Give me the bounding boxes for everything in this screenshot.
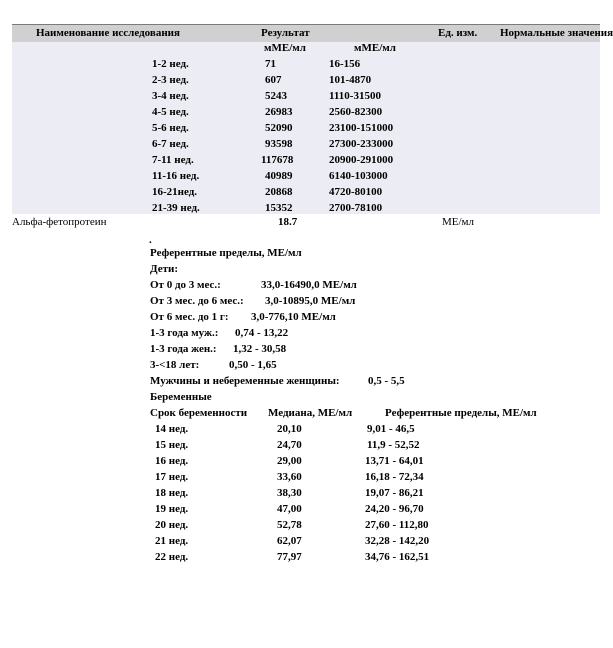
hcg-range: 27300-233000 — [329, 138, 394, 150]
child-range: 0,74 - 13,22 — [235, 327, 289, 339]
hcg-week: 6-7 нед. — [152, 138, 189, 150]
afp-row — [12, 216, 600, 232]
week-median: 47,00 — [277, 503, 302, 515]
hcg-results-block — [12, 42, 600, 214]
hcg-range: 20900-291000 — [329, 154, 394, 166]
child-age: От 0 до 3 мес.: — [150, 279, 221, 291]
child-range: 3,0-10895,0 МЕ/мл — [265, 295, 356, 307]
hcg-range: 4720-80100 — [329, 186, 383, 198]
hcg-value: 40989 — [265, 170, 293, 182]
hcg-unit-norm: мМЕ/мл — [354, 42, 396, 54]
week-range: 19,07 - 86,21 — [365, 487, 424, 499]
table-header — [12, 24, 613, 43]
hcg-range: 2560-82300 — [329, 106, 383, 118]
hcg-value: 71 — [265, 58, 276, 70]
hcg-range: 23100-151000 — [329, 122, 394, 134]
week-range: 27,60 - 112,80 — [365, 519, 429, 531]
week-term: 14 нед. — [155, 423, 189, 435]
hcg-week: 11-16 нед. — [152, 170, 200, 182]
men-range: 0,5 - 5,5 — [368, 375, 405, 387]
hcg-value: 15352 — [265, 202, 293, 214]
hcg-week: 2-3 нед. — [152, 74, 189, 86]
child-range: 1,32 - 30,58 — [233, 343, 287, 355]
week-median: 33,60 — [277, 471, 302, 483]
hcg-week: 5-6 нед. — [152, 122, 189, 134]
hcg-value: 5243 — [265, 90, 287, 102]
week-median: 52,78 — [277, 519, 302, 531]
week-median: 24,70 — [277, 439, 302, 451]
children-label: Дети: — [150, 263, 178, 275]
hcg-value: 20868 — [265, 186, 293, 198]
week-term: 19 нед. — [155, 503, 189, 515]
hcg-week: 7-11 нед. — [152, 154, 194, 166]
week-median: 29,00 — [277, 455, 302, 467]
week-term: 17 нед. — [155, 471, 189, 483]
hcg-value: 607 — [265, 74, 282, 86]
afp-unit: МЕ/мл — [442, 216, 475, 228]
hcg-week: 4-5 нед. — [152, 106, 189, 118]
week-range: 9,01 - 46,5 — [367, 423, 415, 435]
week-median: 20,10 — [277, 423, 302, 435]
week-range: 16,18 - 72,34 — [365, 471, 424, 483]
week-term: 21 нед. — [155, 535, 189, 547]
ref-title: Референтные пределы, МЕ/мл — [150, 247, 302, 259]
week-median: 77,97 — [277, 551, 302, 563]
week-median: 62,07 — [277, 535, 302, 547]
hcg-range: 2700-78100 — [329, 202, 383, 214]
week-term: 20 нед. — [155, 519, 189, 531]
hcg-unit-result: мМЕ/мл — [264, 42, 306, 54]
header-normal: Нормальные значения — [500, 27, 613, 39]
child-age: 3-<18 лет: — [150, 359, 200, 371]
afp-result: 18.7 — [278, 216, 298, 228]
hcg-week: 1-2 нед. — [152, 58, 189, 70]
hcg-value: 117678 — [261, 154, 294, 166]
child-range: 0,50 - 1,65 — [229, 359, 277, 371]
week-term: 15 нед. — [155, 439, 189, 451]
men-label: Мужчины и небеременные женщины: — [150, 375, 340, 387]
week-range: 11,9 - 52,52 — [367, 439, 420, 451]
child-age: От 6 мес. до 1 г: — [150, 311, 229, 323]
hcg-range: 6140-103000 — [329, 170, 388, 182]
child-range: 33,0-16490,0 МЕ/мл — [261, 279, 357, 291]
hcg-range: 16-156 — [329, 58, 361, 70]
child-range: 3,0-776,10 МЕ/мл — [251, 311, 336, 323]
hcg-range: 101-4870 — [329, 74, 372, 86]
reference-block — [145, 236, 600, 566]
hcg-value: 52090 — [265, 122, 293, 134]
hcg-week: 16-21нед. — [152, 186, 198, 198]
week-term: 22 нед. — [155, 551, 189, 563]
hcg-value: 26983 — [265, 106, 293, 118]
week-median: 38,30 — [277, 487, 302, 499]
pregnant-label: Беременные — [150, 391, 212, 403]
header-name: Наименование исследования — [36, 27, 180, 39]
hcg-value: 93598 — [265, 138, 293, 150]
week-range: 34,76 - 162,51 — [365, 551, 430, 563]
week-range: 32,28 - 142,20 — [365, 535, 430, 547]
ref-dot: . — [149, 234, 152, 246]
th-ref: Референтные пределы, МЕ/мл — [385, 407, 537, 419]
child-age: 1-3 года муж.: — [150, 327, 219, 339]
header-unit: Ед. изм. — [438, 27, 478, 39]
week-term: 16 нед. — [155, 455, 189, 467]
afp-name: Альфа-фетопротеин — [12, 216, 107, 228]
hcg-range: 1110-31500 — [329, 90, 381, 102]
header-result: Результат — [261, 27, 310, 39]
week-term: 18 нед. — [155, 487, 189, 499]
th-median: Медиана, МЕ/мл — [268, 407, 353, 419]
hcg-week: 21-39 нед. — [152, 202, 200, 214]
week-range: 24,20 - 96,70 — [365, 503, 424, 515]
child-age: 1-3 года жен.: — [150, 343, 217, 355]
th-term: Срок беременности — [150, 407, 248, 419]
hcg-week: 3-4 нед. — [152, 90, 189, 102]
child-age: От 3 мес. до 6 мес.: — [150, 295, 244, 307]
week-range: 13,71 - 64,01 — [365, 455, 424, 467]
